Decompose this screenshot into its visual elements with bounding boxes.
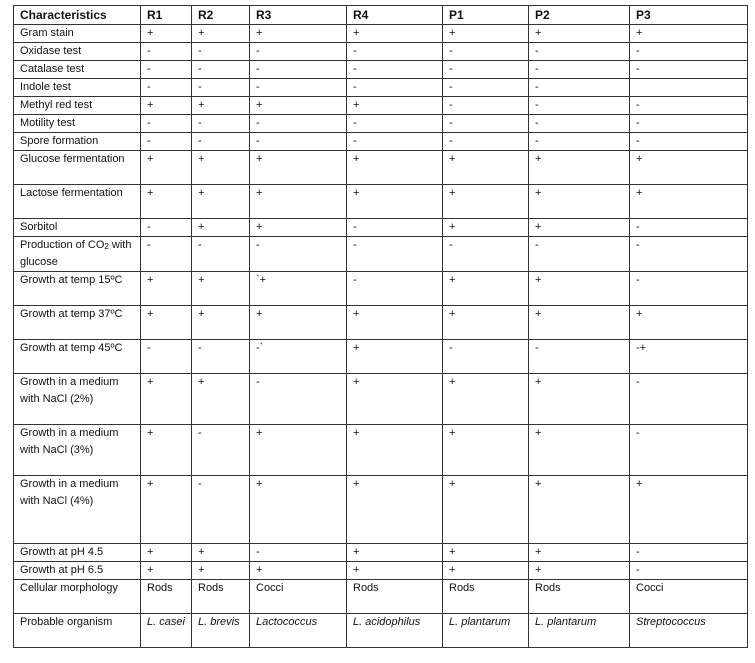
table-cell: - bbox=[529, 237, 630, 272]
table-cell: - bbox=[443, 79, 529, 97]
row-label: Growth at temp 45ºC bbox=[14, 340, 141, 374]
table-cell: - bbox=[192, 61, 250, 79]
table-cell: + bbox=[347, 185, 443, 219]
table-cell: + bbox=[141, 476, 192, 544]
table-cell: - bbox=[529, 43, 630, 61]
table-cell: - bbox=[630, 544, 748, 562]
table-cell: - bbox=[347, 237, 443, 272]
table-row bbox=[14, 374, 748, 425]
table-cell: + bbox=[529, 219, 630, 237]
table-cell: - bbox=[630, 562, 748, 580]
table-row bbox=[14, 544, 748, 562]
table-cell: + bbox=[250, 97, 347, 115]
table-cell: - bbox=[250, 133, 347, 151]
table-row bbox=[14, 61, 748, 79]
table-cell: + bbox=[250, 306, 347, 340]
table-cell: Rods bbox=[347, 580, 443, 614]
table-cell: - bbox=[443, 97, 529, 115]
table-cell: + bbox=[443, 306, 529, 340]
table-cell: + bbox=[443, 562, 529, 580]
table-cell: + bbox=[347, 306, 443, 340]
row-label: Spore formation bbox=[14, 133, 141, 151]
table-row bbox=[14, 79, 748, 97]
row-label: Growth in a medium with NaCl (3%) bbox=[14, 425, 141, 476]
table-cell: + bbox=[192, 97, 250, 115]
table-cell: + bbox=[250, 425, 347, 476]
table-cell: + bbox=[141, 151, 192, 185]
table-cell: + bbox=[347, 151, 443, 185]
table-cell: - bbox=[141, 115, 192, 133]
table-cell: - bbox=[630, 61, 748, 79]
row-label: Motility test bbox=[14, 115, 141, 133]
table-cell: - bbox=[529, 79, 630, 97]
table-cell: - bbox=[443, 115, 529, 133]
table-cell: + bbox=[192, 544, 250, 562]
table-cell: + bbox=[141, 25, 192, 43]
table-cell: + bbox=[630, 476, 748, 544]
table-cell: - bbox=[192, 43, 250, 61]
table-cell: + bbox=[443, 476, 529, 544]
table-cell: + bbox=[192, 306, 250, 340]
table-cell: + bbox=[443, 151, 529, 185]
table-cell: + bbox=[141, 272, 192, 306]
table-cell: + bbox=[347, 25, 443, 43]
table-cell: + bbox=[529, 272, 630, 306]
table-cell: Rods bbox=[443, 580, 529, 614]
table-cell: + bbox=[250, 151, 347, 185]
header-cell: P2 bbox=[529, 6, 630, 25]
table-cell: Cocci bbox=[250, 580, 347, 614]
table-cell: + bbox=[529, 425, 630, 476]
table-cell: + bbox=[192, 272, 250, 306]
table-cell: - bbox=[529, 115, 630, 133]
table-cell: - bbox=[192, 133, 250, 151]
table-cell: + bbox=[529, 562, 630, 580]
table-cell: L. brevis bbox=[192, 614, 250, 648]
table-cell: + bbox=[250, 219, 347, 237]
table-cell: + bbox=[250, 476, 347, 544]
table-cell: + bbox=[630, 185, 748, 219]
row-label: Methyl red test bbox=[14, 97, 141, 115]
table-cell: L. plantarum bbox=[443, 614, 529, 648]
table-cell: + bbox=[347, 97, 443, 115]
table-cell: - bbox=[443, 61, 529, 79]
table-cell: - bbox=[529, 97, 630, 115]
table-cell: - bbox=[630, 133, 748, 151]
table-cell: L. casei bbox=[141, 614, 192, 648]
table-cell: - bbox=[250, 61, 347, 79]
table-cell: - bbox=[630, 115, 748, 133]
table-header-row bbox=[14, 6, 748, 25]
table-cell: L. plantarum bbox=[529, 614, 630, 648]
table-cell: - bbox=[347, 272, 443, 306]
table-row bbox=[14, 133, 748, 151]
table-cell: -+ bbox=[630, 340, 748, 374]
table-cell: + bbox=[443, 544, 529, 562]
table-row bbox=[14, 306, 748, 340]
table-cell: + bbox=[141, 544, 192, 562]
table-cell: - bbox=[250, 374, 347, 425]
table-cell: + bbox=[141, 97, 192, 115]
table-cell: - bbox=[443, 340, 529, 374]
table-cell: - bbox=[630, 272, 748, 306]
table-row bbox=[14, 97, 748, 115]
table-cell: - bbox=[630, 237, 748, 272]
table-row bbox=[14, 340, 748, 374]
header-cell: P3 bbox=[630, 6, 748, 25]
table-cell: - bbox=[347, 43, 443, 61]
table-cell: + bbox=[630, 151, 748, 185]
table-cell: Streptococcus bbox=[630, 614, 748, 648]
table-cell: - bbox=[192, 115, 250, 133]
table-cell: - bbox=[192, 340, 250, 374]
table-cell: + bbox=[443, 272, 529, 306]
header-cell: R1 bbox=[141, 6, 192, 25]
header-cell: Characteristics bbox=[14, 6, 141, 25]
table-cell: Lactococcus bbox=[250, 614, 347, 648]
table-cell: + bbox=[192, 185, 250, 219]
table-cell: + bbox=[141, 185, 192, 219]
table-cell: - bbox=[630, 374, 748, 425]
table-cell: - bbox=[141, 219, 192, 237]
table-cell: + bbox=[347, 425, 443, 476]
table-cell: + bbox=[250, 185, 347, 219]
table-cell: - bbox=[250, 79, 347, 97]
table-row bbox=[14, 219, 748, 237]
table-row bbox=[14, 185, 748, 219]
table-cell: - bbox=[141, 237, 192, 272]
row-label: Growth in a medium with NaCl (4%) bbox=[14, 476, 141, 544]
table-cell: - bbox=[141, 79, 192, 97]
row-label: Probable organism bbox=[14, 614, 141, 648]
table-cell: - bbox=[443, 133, 529, 151]
table-row bbox=[14, 580, 748, 614]
table-cell: + bbox=[443, 374, 529, 425]
row-label: Growth at temp 15ºC bbox=[14, 272, 141, 306]
table-cell: - bbox=[443, 237, 529, 272]
table-cell: + bbox=[347, 562, 443, 580]
characteristics-table bbox=[13, 5, 748, 648]
table-cell: - bbox=[141, 133, 192, 151]
table-cell: - bbox=[347, 79, 443, 97]
table-row bbox=[14, 562, 748, 580]
table-row bbox=[14, 237, 748, 272]
table-cell: -` bbox=[250, 340, 347, 374]
table-cell: + bbox=[630, 306, 748, 340]
table-cell: + bbox=[250, 562, 347, 580]
row-label: Gram stain bbox=[14, 25, 141, 43]
table-cell: + bbox=[630, 25, 748, 43]
table-row bbox=[14, 476, 748, 544]
table-cell: - bbox=[630, 43, 748, 61]
table-cell: + bbox=[443, 219, 529, 237]
table-cell: `+ bbox=[250, 272, 347, 306]
table-row bbox=[14, 614, 748, 648]
table-cell: + bbox=[192, 219, 250, 237]
table-cell: - bbox=[250, 43, 347, 61]
row-label: Sorbitol bbox=[14, 219, 141, 237]
table-cell: - bbox=[347, 61, 443, 79]
table-cell: - bbox=[192, 425, 250, 476]
header-cell: R4 bbox=[347, 6, 443, 25]
table-cell: Rods bbox=[529, 580, 630, 614]
table-cell: + bbox=[347, 476, 443, 544]
table-body bbox=[14, 25, 748, 648]
table-cell: + bbox=[529, 25, 630, 43]
table-cell: + bbox=[529, 374, 630, 425]
table-cell: - bbox=[443, 43, 529, 61]
row-label: Indole test bbox=[14, 79, 141, 97]
table-cell: - bbox=[192, 237, 250, 272]
table-cell: + bbox=[529, 544, 630, 562]
table-cell: - bbox=[141, 340, 192, 374]
row-label: Growth in a medium with NaCl (2%) bbox=[14, 374, 141, 425]
row-label: Oxidase test bbox=[14, 43, 141, 61]
row-label: Growth at pH 4.5 bbox=[14, 544, 141, 562]
table-cell: + bbox=[192, 25, 250, 43]
table-cell: - bbox=[630, 219, 748, 237]
table-cell: - bbox=[250, 237, 347, 272]
row-label: Catalase test bbox=[14, 61, 141, 79]
table-cell: - bbox=[347, 219, 443, 237]
table-cell: + bbox=[443, 25, 529, 43]
header-cell: R3 bbox=[250, 6, 347, 25]
table-row bbox=[14, 425, 748, 476]
table-cell: + bbox=[443, 185, 529, 219]
table-row bbox=[14, 115, 748, 133]
table-cell: Rods bbox=[192, 580, 250, 614]
table-cell: - bbox=[141, 61, 192, 79]
row-label: Growth at temp 37ºC bbox=[14, 306, 141, 340]
table-cell: + bbox=[529, 476, 630, 544]
table-row bbox=[14, 272, 748, 306]
table-cell: + bbox=[192, 374, 250, 425]
table-cell: - bbox=[192, 476, 250, 544]
table-row bbox=[14, 151, 748, 185]
table-cell: Cocci bbox=[630, 580, 748, 614]
table-cell: - bbox=[141, 43, 192, 61]
table-cell: + bbox=[443, 425, 529, 476]
row-label: Growth at pH 6.5 bbox=[14, 562, 141, 580]
table-cell: - bbox=[347, 115, 443, 133]
table-cell: - bbox=[250, 115, 347, 133]
table-cell: + bbox=[141, 562, 192, 580]
table-cell: - bbox=[529, 133, 630, 151]
table-cell: - bbox=[529, 61, 630, 79]
table-cell: - bbox=[250, 544, 347, 562]
table-cell: + bbox=[529, 185, 630, 219]
table-cell: + bbox=[141, 306, 192, 340]
row-label: Production of $CO_2$ with glucose bbox=[14, 237, 141, 272]
row-label: Glucose fermentation bbox=[14, 151, 141, 185]
table-cell: + bbox=[529, 306, 630, 340]
table-cell: + bbox=[192, 151, 250, 185]
table-cell: + bbox=[529, 151, 630, 185]
table-cell: + bbox=[347, 374, 443, 425]
row-label: Lactose fermentation bbox=[14, 185, 141, 219]
header-cell: R2 bbox=[192, 6, 250, 25]
table-cell: - bbox=[347, 133, 443, 151]
table-cell: - bbox=[630, 425, 748, 476]
table-cell bbox=[630, 79, 748, 97]
table-cell: L. acidophilus bbox=[347, 614, 443, 648]
table-cell: - bbox=[529, 340, 630, 374]
table-cell: Rods bbox=[141, 580, 192, 614]
row-label: Cellular morphology bbox=[14, 580, 141, 614]
table-cell: - bbox=[630, 97, 748, 115]
table-row bbox=[14, 43, 748, 61]
header-cell: P1 bbox=[443, 6, 529, 25]
table-cell: + bbox=[141, 374, 192, 425]
table-cell: + bbox=[192, 562, 250, 580]
table-cell: + bbox=[250, 25, 347, 43]
table-row bbox=[14, 25, 748, 43]
table-cell: + bbox=[141, 425, 192, 476]
table-cell: + bbox=[347, 340, 443, 374]
table-cell: - bbox=[192, 79, 250, 97]
table-cell: + bbox=[347, 544, 443, 562]
